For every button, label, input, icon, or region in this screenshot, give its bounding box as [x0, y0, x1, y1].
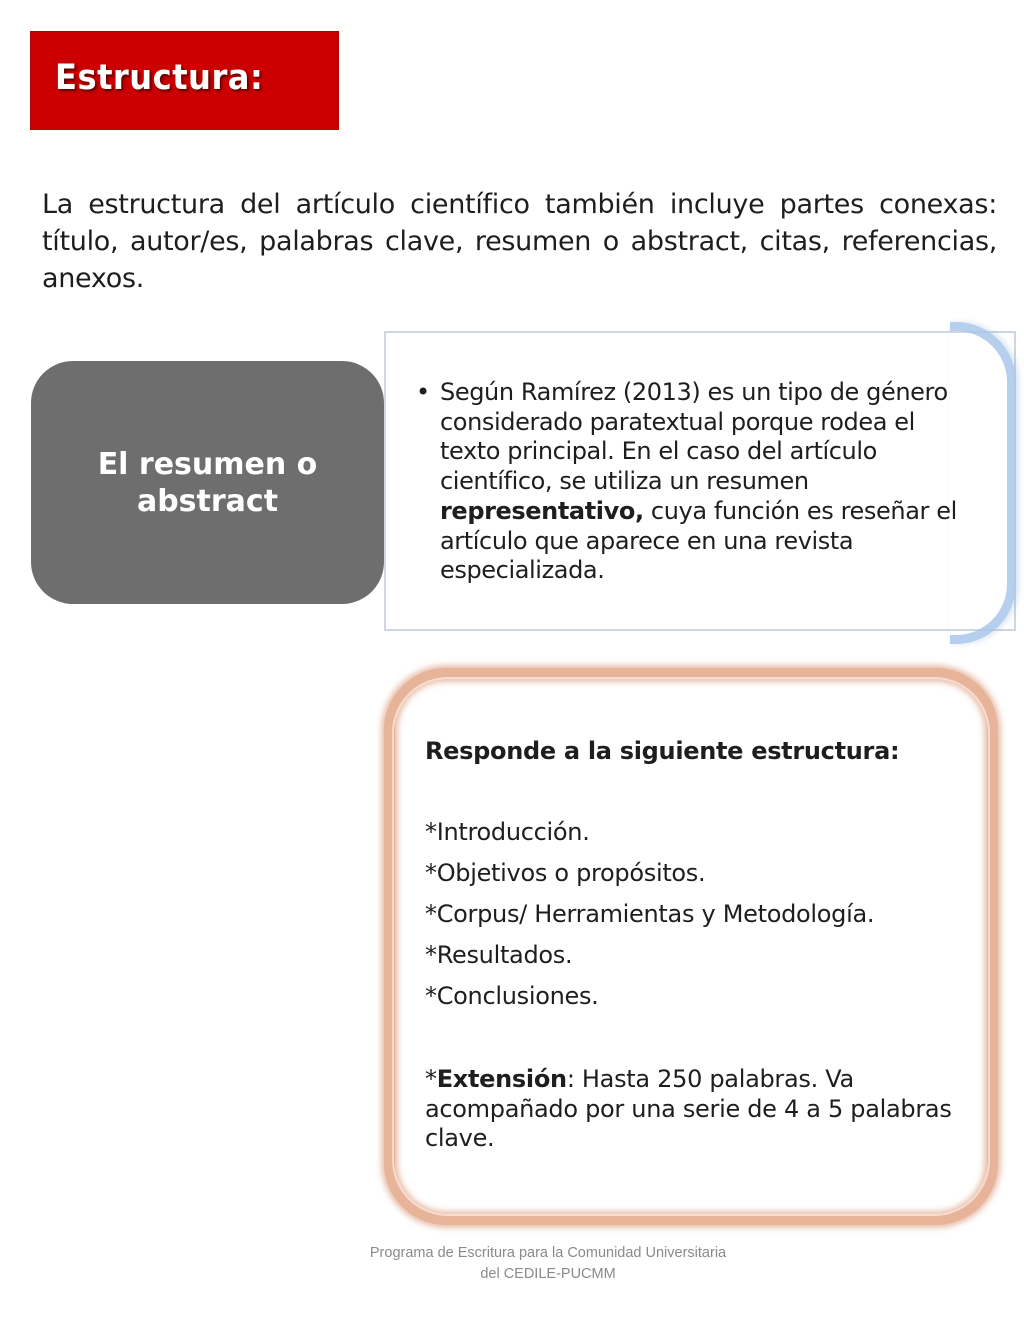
structure-item: *Introducción. — [425, 818, 590, 846]
structure-item: *Objetivos o propósitos. — [425, 859, 706, 887]
bullet-icon: • — [416, 378, 430, 406]
extension-text: : Hasta 250 palabras. Va acompañado por una serie de 4 a 5 palabras clave. — [425, 1065, 952, 1152]
structure-item: *Corpus/ Herramientas y Metodología. — [425, 900, 875, 928]
summary-label: El resumen o abstract — [97, 446, 318, 519]
intro-paragraph: La estructura del artículo científico también incluye partes conexas: título, autor/es, palabras clave, resumen o abstract, citas, referencias, anexos. — [42, 189, 997, 294]
footer-line-1: Programa de Escritura para la Comunidad Universitaria — [369, 1245, 727, 1261]
structure-item: *Conclusiones. — [425, 982, 599, 1010]
extension-prefix: * — [425, 1065, 437, 1093]
summary-text-start: Según Ramírez (2013) es un tipo de género considerado paratextual porque rodea el texto principal. En el caso del artículo científico, se utiliza un resumen — [440, 378, 948, 496]
extension-label: Extensión — [436, 1065, 567, 1093]
structure-item: *Resultados. — [425, 941, 573, 969]
summary-label-pill — [31, 361, 384, 604]
footer — [340, 1243, 756, 1285]
structure-title: Responde a la siguiente estructura: — [425, 737, 900, 765]
summary-text-bold: representativo, — [440, 496, 644, 525]
summary-text-end: cuya función es reseñar el artículo que aparece en una revista especializada. — [440, 496, 957, 585]
page-title: Estructura: — [55, 58, 264, 98]
summary-list-item — [414, 378, 974, 586]
footer-line-2: del CEDILE-PUCMM — [480, 1266, 616, 1282]
summary-list — [414, 378, 974, 586]
extension-note — [425, 1065, 965, 1154]
